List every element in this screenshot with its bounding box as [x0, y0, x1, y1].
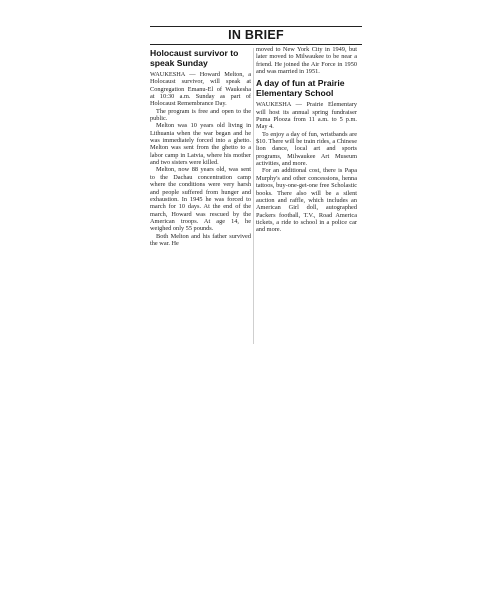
story-paragraph: Melton was 10 years old living in Lithuania when the war began and he was immediately forced into a ghetto. Melton was sent from the ghetto to a labor camp in Latvia, where his mother and two sisters were killed.	[150, 122, 251, 167]
news-clipping	[150, 26, 362, 344]
story-paragraph-continued: moved to New York City in 1949, but later moved to Milwaukee to be near a friend. He joined the Air Force in 1950 and was married in 1951.	[256, 46, 357, 76]
story-paragraph: For an additional cost, there is Papa Murphy's and other concessions, henna tattoos, buy-one-get-one free Scholastic books. There also will be a silent auction and raffle, which includes an American Girl doll, autographed Packers football, T.V., Road America tickets, a ride to school in a police car and more.	[256, 167, 357, 234]
story-headline: A day of fun at Prairie Elementary School	[256, 78, 345, 99]
story-paragraph: To enjoy a day of fun, wristbands are $10. There will be train rides, a Chinese lion dance, local art and sports programs, Milwaukee Art Museum activities, and more.	[256, 130, 357, 168]
banner-rule	[150, 44, 362, 45]
column-divider	[253, 48, 254, 344]
left-column	[150, 48, 251, 247]
story-paragraph: WAUKESHA — Prairie Elementary will host its annual spring fundraiser Puma Plooza from 11 a.m. to 5 p.m. May 4.	[256, 101, 357, 131]
story-headline: Holocaust survivor to speak Sunday	[150, 48, 239, 68]
story-paragraph: WAUKESHA — Howard Melton, a Holocaust survivor, will speak at Congregation Emanu-El of Waukesha at 10:30 a.m. Sunday as part of Holocaust Remembrance Day.	[150, 71, 251, 108]
section-banner: IN BRIEF	[228, 28, 284, 42]
story-paragraph: The program is free and open to the public.	[150, 107, 251, 123]
story-paragraph: Both Melton and his father survived the war. He	[150, 232, 251, 247]
right-column	[256, 46, 357, 234]
story-paragraph: Melton, now 88 years old, was sent to the Dachau concentration camp where the conditions were very harsh and people suffered from hunger and exhaustion. In 1945 he was forced to march for 10 days. At the end of the march, Howard was rescued by the American troops. At age 14, he weighed only 55 pounds.	[150, 166, 251, 233]
